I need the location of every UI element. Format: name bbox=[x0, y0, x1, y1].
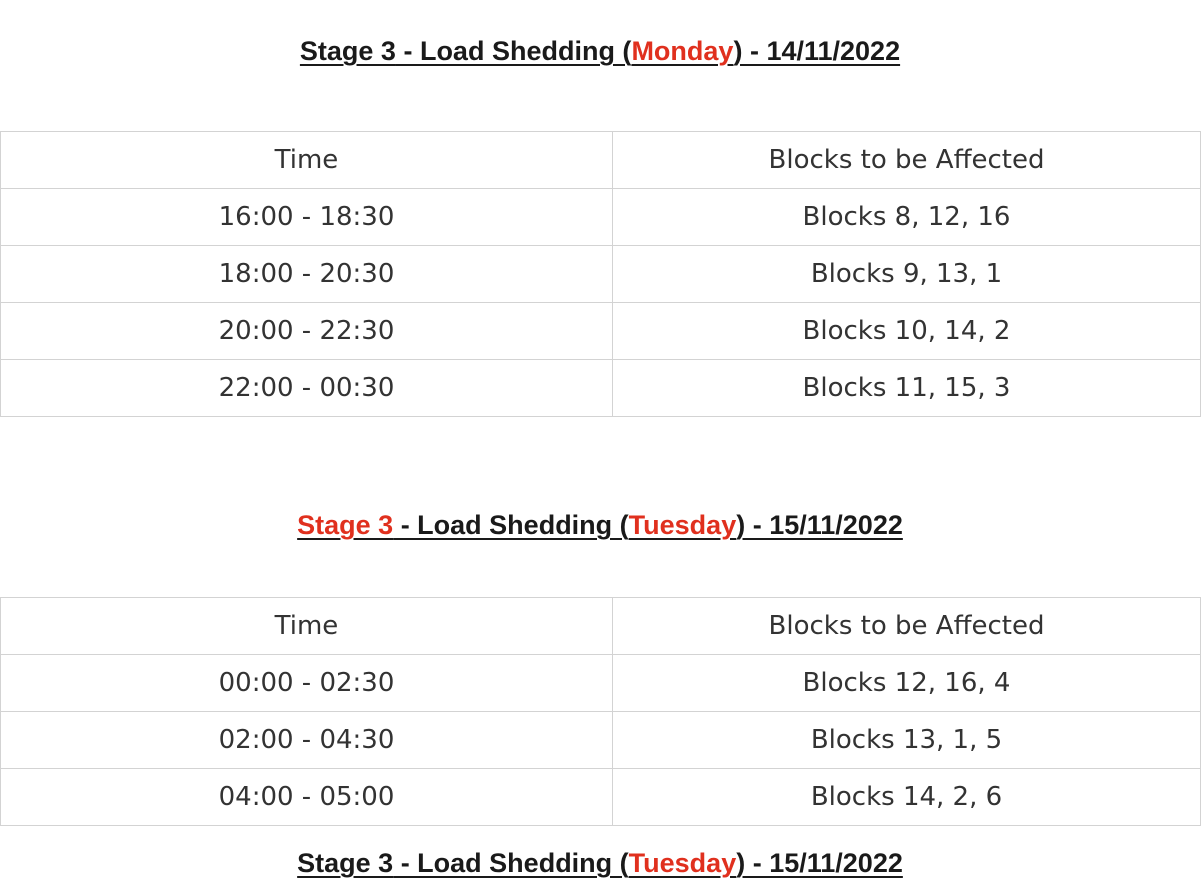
schedule-table-tuesday bbox=[0, 597, 1201, 826]
heading-stage: Stage 3 bbox=[299, 36, 396, 66]
table-header-row bbox=[1, 598, 1201, 655]
column-header-time: Time bbox=[1, 598, 613, 655]
time-cell: 22:00 - 00:30 bbox=[1, 360, 613, 417]
heading-date: ) - 15/11/2022 bbox=[736, 848, 903, 878]
heading-date: ) - 15/11/2022 bbox=[736, 510, 903, 540]
heading-day: Tuesday bbox=[628, 848, 737, 878]
heading-day: Tuesday bbox=[628, 510, 737, 540]
time-cell: 00:00 - 02:30 bbox=[1, 655, 613, 712]
heading-separator: - Load Shedding ( bbox=[393, 510, 629, 540]
blocks-cell: Blocks 10, 14, 2 bbox=[613, 303, 1201, 360]
time-cell: 02:00 - 04:30 bbox=[1, 712, 613, 769]
table-row bbox=[1, 769, 1201, 826]
table-header-row bbox=[1, 132, 1201, 189]
table-row bbox=[1, 303, 1201, 360]
schedule-table-monday bbox=[0, 131, 1201, 417]
column-header-blocks: Blocks to be Affected bbox=[613, 598, 1201, 655]
schedule-heading-tuesday bbox=[0, 508, 1200, 542]
time-cell: 04:00 - 05:00 bbox=[1, 769, 613, 826]
heading-separator: - Load Shedding ( bbox=[393, 848, 629, 878]
blocks-cell: Blocks 12, 16, 4 bbox=[613, 655, 1201, 712]
blocks-cell: Blocks 14, 2, 6 bbox=[613, 769, 1201, 826]
schedule-heading-monday bbox=[0, 34, 1200, 68]
blocks-cell: Blocks 9, 13, 1 bbox=[613, 246, 1201, 303]
table-row bbox=[1, 246, 1201, 303]
heading-separator: - Load Shedding ( bbox=[395, 36, 632, 66]
schedule-heading-partial bbox=[0, 846, 1200, 880]
time-cell: 20:00 - 22:30 bbox=[1, 303, 613, 360]
table-row bbox=[1, 655, 1201, 712]
blocks-cell: Blocks 13, 1, 5 bbox=[613, 712, 1201, 769]
table-row bbox=[1, 712, 1201, 769]
blocks-cell: Blocks 8, 12, 16 bbox=[613, 189, 1201, 246]
heading-stage: Stage 3 bbox=[297, 848, 394, 878]
column-header-blocks: Blocks to be Affected bbox=[613, 132, 1201, 189]
table-row bbox=[1, 360, 1201, 417]
blocks-cell: Blocks 11, 15, 3 bbox=[613, 360, 1201, 417]
heading-day: Monday bbox=[631, 36, 734, 66]
time-cell: 18:00 - 20:30 bbox=[1, 246, 613, 303]
table-row bbox=[1, 189, 1201, 246]
time-cell: 16:00 - 18:30 bbox=[1, 189, 613, 246]
heading-date: ) - 14/11/2022 bbox=[733, 36, 901, 66]
heading-stage: Stage 3 bbox=[297, 510, 394, 540]
column-header-time: Time bbox=[1, 132, 613, 189]
